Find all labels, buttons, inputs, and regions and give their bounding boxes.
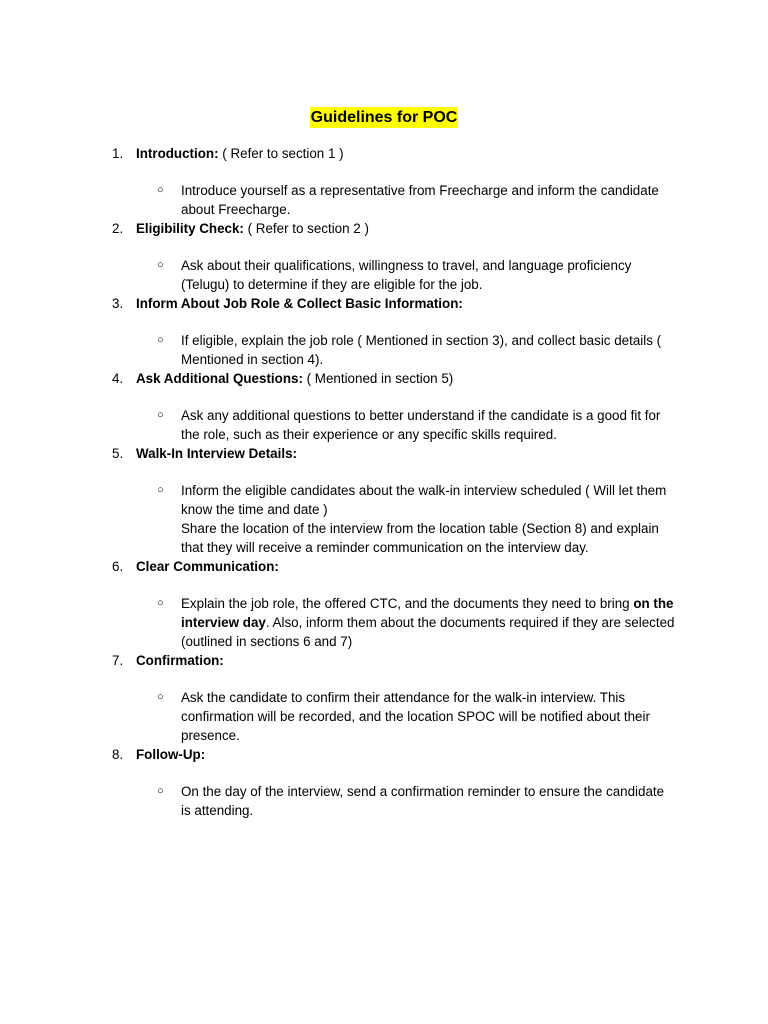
sub-text-after: . Also, inform them about the documents required if they are selected (outlined in sections 6 and 7) (181, 615, 675, 649)
hollow-circle-bullet-icon: ○ (157, 184, 164, 196)
sub-bullet (0, 594, 768, 651)
sub-bullet (0, 256, 768, 294)
sub-bullet (0, 406, 768, 444)
list-item-clear-communication (0, 557, 768, 651)
title-container (0, 107, 768, 128)
sub-bullet (0, 181, 768, 219)
item-heading (0, 444, 768, 463)
list-item-introduction (0, 144, 768, 219)
item-number: 8. (112, 747, 124, 762)
item-label: Ask Additional Questions: (136, 371, 303, 386)
item-detail: ( Mentioned in section 5) (302, 371, 454, 386)
hollow-circle-bullet-icon: ○ (157, 259, 164, 271)
sub-text-emphasis: on the interview day (181, 596, 674, 630)
sub-bullet (0, 331, 768, 369)
sub-bullet-text: On the day of the interview, send a confirmation reminder to ensure the candidate is attending. (181, 784, 665, 818)
sub-bullet-text: If eligible, explain the job role ( Mentioned in section 3), and collect basic details ( Mentioned in section 4). (181, 333, 662, 367)
item-number: 5. (112, 446, 124, 461)
item-label: Inform About Job Role & Collect Basic Information: (136, 296, 463, 311)
hollow-circle-bullet-icon: ○ (157, 334, 164, 346)
item-label: Eligibility Check: (136, 221, 244, 236)
sub-bullet (0, 481, 768, 557)
list-item-additional-questions (0, 369, 768, 444)
item-detail: ( Refer to section 2 ) (243, 221, 369, 236)
item-heading (0, 144, 768, 163)
item-number: 6. (112, 559, 124, 574)
item-number: 1. (112, 146, 124, 161)
item-heading (0, 745, 768, 764)
sub-bullet-text: Introduce yourself as a representative from Freecharge and inform the candidate about Freecharge. (181, 183, 659, 217)
item-label: Walk-In Interview Details: (136, 446, 297, 461)
sub-bullet-text: Ask the candidate to confirm their attendance for the walk-in interview. This confirmation will be recorded, and the location SPOC will be notified about their presence. (181, 690, 650, 743)
hollow-circle-bullet-icon: ○ (157, 785, 164, 797)
hollow-circle-bullet-icon: ○ (157, 484, 164, 496)
guidelines-list (0, 144, 768, 820)
hollow-circle-bullet-icon: ○ (157, 597, 164, 609)
sub-text-before: Explain the job role, the offered CTC, and the documents they need to bring (181, 596, 634, 611)
sub-bullet-text: Ask about their qualifications, willingness to travel, and language proficiency (Telugu) to determine if they are eligible for the job. (181, 258, 632, 292)
sub-bullet-text-continued: Share the location of the interview from the location table (Section 8) and explain that they will receive a reminder communication on the interview day. (181, 521, 659, 555)
hollow-circle-bullet-icon: ○ (157, 691, 164, 703)
hollow-circle-bullet-icon: ○ (157, 409, 164, 421)
item-heading (0, 557, 768, 576)
item-heading (0, 369, 768, 388)
list-item-follow-up (0, 745, 768, 820)
item-heading (0, 294, 768, 313)
item-number: 4. (112, 371, 124, 386)
sub-bullet-text: Ask any additional questions to better understand if the candidate is a good fit for the role, such as their experience or any specific skills required. (181, 408, 661, 442)
item-number: 2. (112, 221, 124, 236)
sub-bullet (0, 782, 768, 820)
list-item-confirmation (0, 651, 768, 745)
list-item-eligibility-check (0, 219, 768, 294)
item-label: Confirmation: (136, 653, 224, 668)
item-number: 7. (112, 653, 124, 668)
item-heading (0, 651, 768, 670)
item-label: Clear Communication: (136, 559, 279, 574)
item-label: Follow-Up: (136, 747, 206, 762)
item-detail: ( Refer to section 1 ) (218, 146, 344, 161)
item-label: Introduction: (136, 146, 219, 161)
sub-bullet-text (181, 594, 676, 651)
document-title: Guidelines for POC (310, 109, 458, 126)
item-heading (0, 219, 768, 238)
list-item-inform-job-role (0, 294, 768, 369)
list-item-walk-in-details (0, 444, 768, 557)
sub-bullet (0, 688, 768, 745)
item-number: 3. (112, 296, 124, 311)
sub-bullet-text: Inform the eligible candidates about the walk-in interview scheduled ( Will let them know the time and date ) (181, 483, 667, 517)
